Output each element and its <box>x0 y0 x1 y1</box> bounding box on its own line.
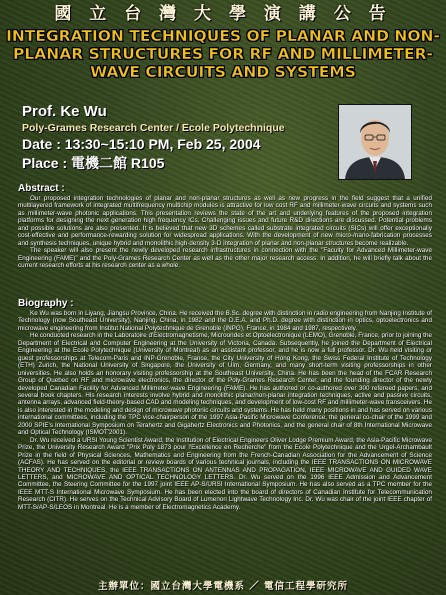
university-banner: 國 立 台 灣 大 學 演 講 公 告 <box>54 4 392 24</box>
abstract-text <box>18 195 432 270</box>
abstract-paragraph: The speaker will also present the newly developed research infrastructures in connection with the "Faculty for Advanced Millimeter-wave Engineering (FAME)" and the Poly-Grames Research Center as well as the other major research access. In addition, he will briefly talk about the current research efforts at his research center as a whole. <box>18 247 432 270</box>
speaker-name: Prof. Ke Wu <box>22 103 107 120</box>
lecture-place: Place : 電機二館 R105 <box>22 155 165 171</box>
speaker-affiliation: Poly-Grames Research Center / Ecole Polytechnique <box>22 122 285 134</box>
organizer-footer: 主辦單位：國立台灣大學電機系 ／ 電信工程學研究所 <box>97 581 349 592</box>
abstract-paragraph: Our proposed integration technologies of planar and non-planar structures as well as new progress in the field suggest that a unified multilayered framework of integrated multifrequency multichip modules is attractive for low cost RF and millimeter-wave circuits and systems such as millimeter-wave photonic applications. This presentation reviews the state of the art and underlying features of the proposed integration platforms for designing the next generation high frequency ICs. Challenging issues and future R&D directions are discussed. Potential problems and possible solutions are also presented. It is believed that new 3D schemes called substrate integrated circuits (SICs) will offer exceptionally cost-effective and performance-rewarding solution for widespread applications. With the development of new micro-/nano-fabrication processes and synthesis techniques, unique hybrid and monolithic high-density 3-D integration of planar and non-planar structures become realizable. <box>18 195 432 247</box>
lecture-date: Date : 13:30~15:10 PM, Feb 25, 2004 <box>22 136 261 152</box>
biography-paragraph: Dr. Wu received a URSI Young Scientist Award, the Institution of Electrical Engineers Oliver Lodge Premium Award, the Asia-Pacific Microwave Prize, the University Research Award "Prix Poly 1873 pour l'Excellence en Recherche" from the Ecole Polytechnique and the Urgel-Archambault Prize in the field of Physical Sciences, Mathematics and Engineering from the French-Canadian Association for the Advancement of Science (ACFAS). He has served on the editorial or review boards of various technical journals, including the IEEE TRANSACTIONS ON MICROWAVE THEORY AND TECHNIQUES, the IEEE TRANSACTIONS ON ANTENNAS AND PROPAGATION, IEEE MICROWAVE AND GUIDED WAVE LETTERS, and MICROWAVE AND OPTICAL TECHNOLOGY LETTERS. Dr. Wu served on the 1996 IEEE Admission and Advancement Committee, the Steering Committee for the 1997 joint IEEE AP-S/URSI International Symposium. He has also served as a TPC member for the IEEE MTT-S International Microwave Symposium. He has been elected into the board of directors of Canadian Institute for Telecommunication Research (CITR). He serves on the Technical Advisory Board of Lumenon Lightwave Technology Inc. Dr. Wu was chair of the joint IEEE chapter of MTT-S/AP-S/LEOS in Montreal. He is a member of Electromagnetics Academy. <box>18 436 432 511</box>
biography-heading: Biography : <box>18 298 74 309</box>
speaker-photo <box>338 104 412 180</box>
abstract-heading: Abstract : <box>18 183 65 194</box>
speaker-info <box>22 103 322 173</box>
biography-text <box>18 310 432 511</box>
biography-paragraph: He conducted research in the Laboratoire d'Electromagnetisme, Microondes et Optoelectronique (LEMO), Grenoble, France, prior to joining the Department of Electrical and Computer Engineering at the University of Victoria, Canada. Subsequently, he joined the Department of Electrical Engineering at the Ecole Polytechnique (University of Montreal) as an assistant professor, and he is now a full professor. Dr. Wu held visiting or guest professorships at Telecom-Paris and INP-Grenoble, France, the City University of Hong Kong, the Swiss Federal Institute of Technology (ETH) Zurich, the National University of Singapore, the University of Ulm, Germany, and many short-term visiting professorships in other universities. He also holds an honorary visiting professorship at the Southeast University, China. He has been the head of the FCAR Research Group of Quebec on RF and microwave electronics, the director of the Poly-Grames Research Center, and the founding director of the newly developed Canadian Facility for Advanced Millimeter-wave Engineering (FAME). He has authored or co-authored over 300 refereed papers, and several book chapters. His research interests involve hybrid and monolithic planar/non-planar integration techniques, active and passive circuits, antenna arrays, advanced field-theory-based CAD and modeling techniques, and development of low-cost RF and millimeter-wave transceivers. He is also interested in the modeling and design of microwave photonic circuits and systems. He has held many positions in and has served on various international committees, including the TPC vice-chairperson of the 1997 Asia-Pacific Microwave Conference, the general co-chair of the 1999 and 2000 SPIE's International Symposium on Terahertz and Gigahertz Electronics and Photonics, and the general chair of 8th International Microwave and Optical Technology (ISMOT'2001). <box>18 332 432 437</box>
biography-paragraph: Ke Wu was born in Liyang, Jiangsu Province, China. He received the B.Sc. degree with distinction in radio engineering from Nanjing Institute of Technology (now Southeast University), Nanjing, China, in 1982 and the D.E.A. and Ph.D. degree with distinction in optics, optoelectronics and microwave engineering from Institut National Polytechnique de Grenoble (INPG), France, in 1984 and 1987, respectively. <box>18 310 432 332</box>
lecture-title: INTEGRATION TECHNIQUES OF PLANAR AND NON-PLANAR STRUCTURES FOR RF AND MILLIMETER-WAVE CIRCUITS AND SYSTEMS <box>6 27 440 81</box>
speaker-portrait-image <box>339 105 411 179</box>
